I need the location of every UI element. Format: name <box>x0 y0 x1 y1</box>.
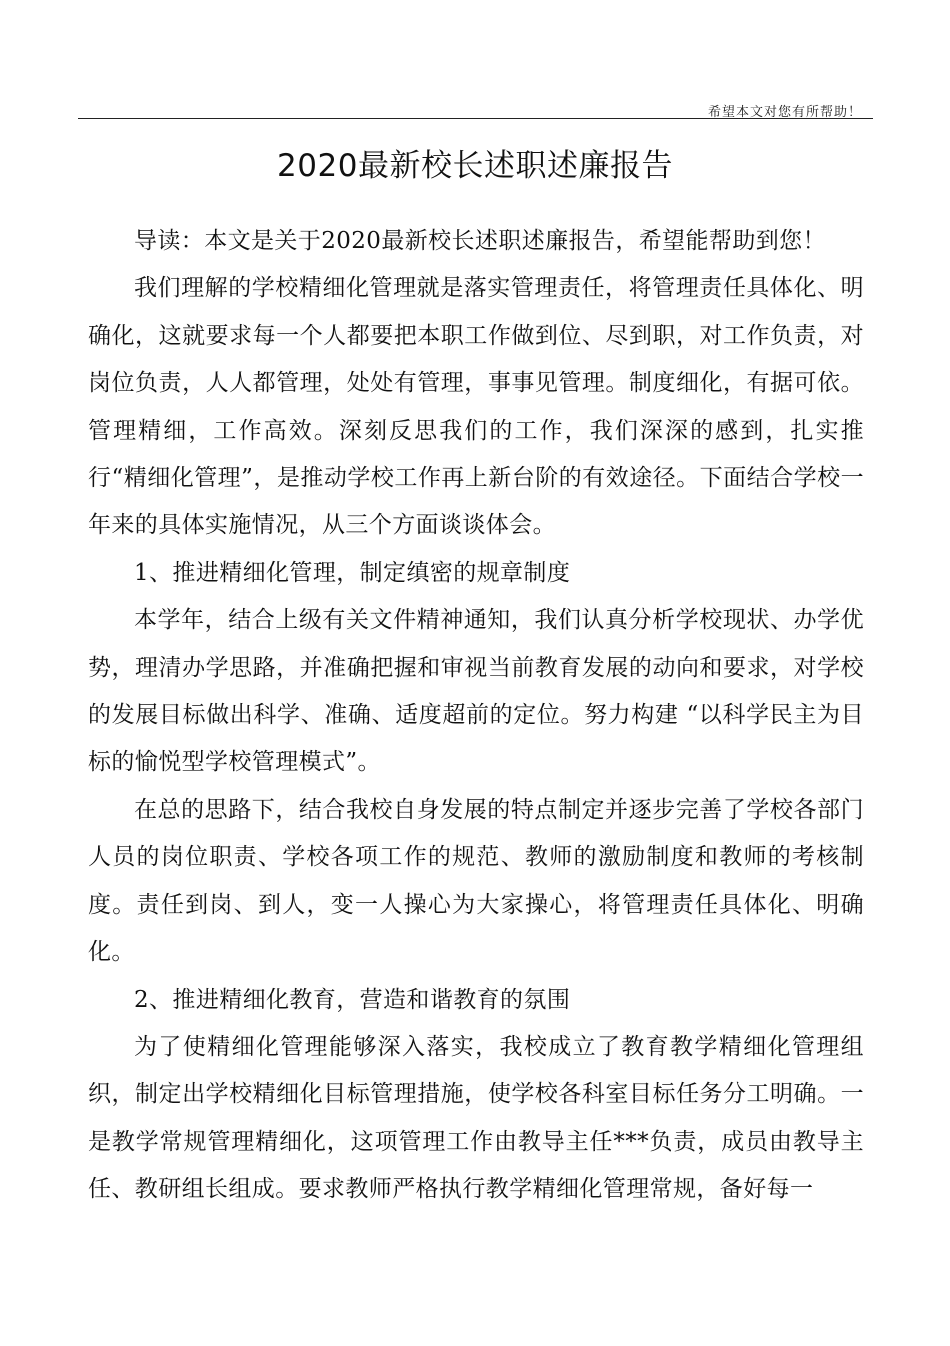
intro-paragraph: 导读：本文是关于2020最新校长述职述廉报告，希望能帮助到您！ <box>134 228 826 254</box>
body-paragraph: 为了使精细化管理能够深入落实，我校成立了教育教学精细化管理组织，制定出学校精细化目标管理措施，使学校各科室目标任务分工明确。一是教学常规管理精细化，这项管理工作由教导主任***负责，成员由教导主任、教研组长组成。要求教师严格执行教学精细化管理常规，备好每一 <box>88 1033 864 1203</box>
body-paragraph: 我们理解的学校精细化管理就是落实管理责任，将管理责任具体化、明确化，这就要求每一个人都要把本职工作做到位、尽到职，对工作负责，对岗位负责，人人都管理，处处有管理，事事见管理。制度细化，有据可依。管理精细，工作高效。深刻反思我们的工作，我们深深的感到，扎实推行“精细化管理”，是推动学校工作再上新台阶的有效途径。下面结合学校一年来的具体实施情况，从三个方面谈谈体会。 <box>88 275 864 539</box>
section-heading: 2、推进精细化教育，营造和谐教育的氛围 <box>134 986 571 1013</box>
header-divider <box>78 118 873 119</box>
document-body <box>88 218 864 1214</box>
body-paragraph: 本学年，结合上级有关文件精神通知，我们认真分析学校现状、办学优势，理清办学思路，并准确把握和审视当前教育发展的动向和要求，对学校的发展目标做出科学、准确、适度超前的定位。努力构建 “以科学民主为目标的愉悦型学校管理模式”。 <box>88 607 864 776</box>
header-note: 希望本文对您有所帮助！ <box>707 105 862 120</box>
body-paragraph: 在总的思路下，结合我校自身发展的特点制定并逐步完善了学校各部门人员的岗位职责、学校各项工作的规范、教师的激励制度和教师的考核制度。责任到岗、到人，变一人操心为大家操心，将管理责任具体化、明确化。 <box>88 796 864 966</box>
section-heading: 1、推进精细化管理，制定缜密的规章制度 <box>134 559 571 586</box>
document-title: 2020最新校长述职述廉报告 <box>277 148 673 184</box>
